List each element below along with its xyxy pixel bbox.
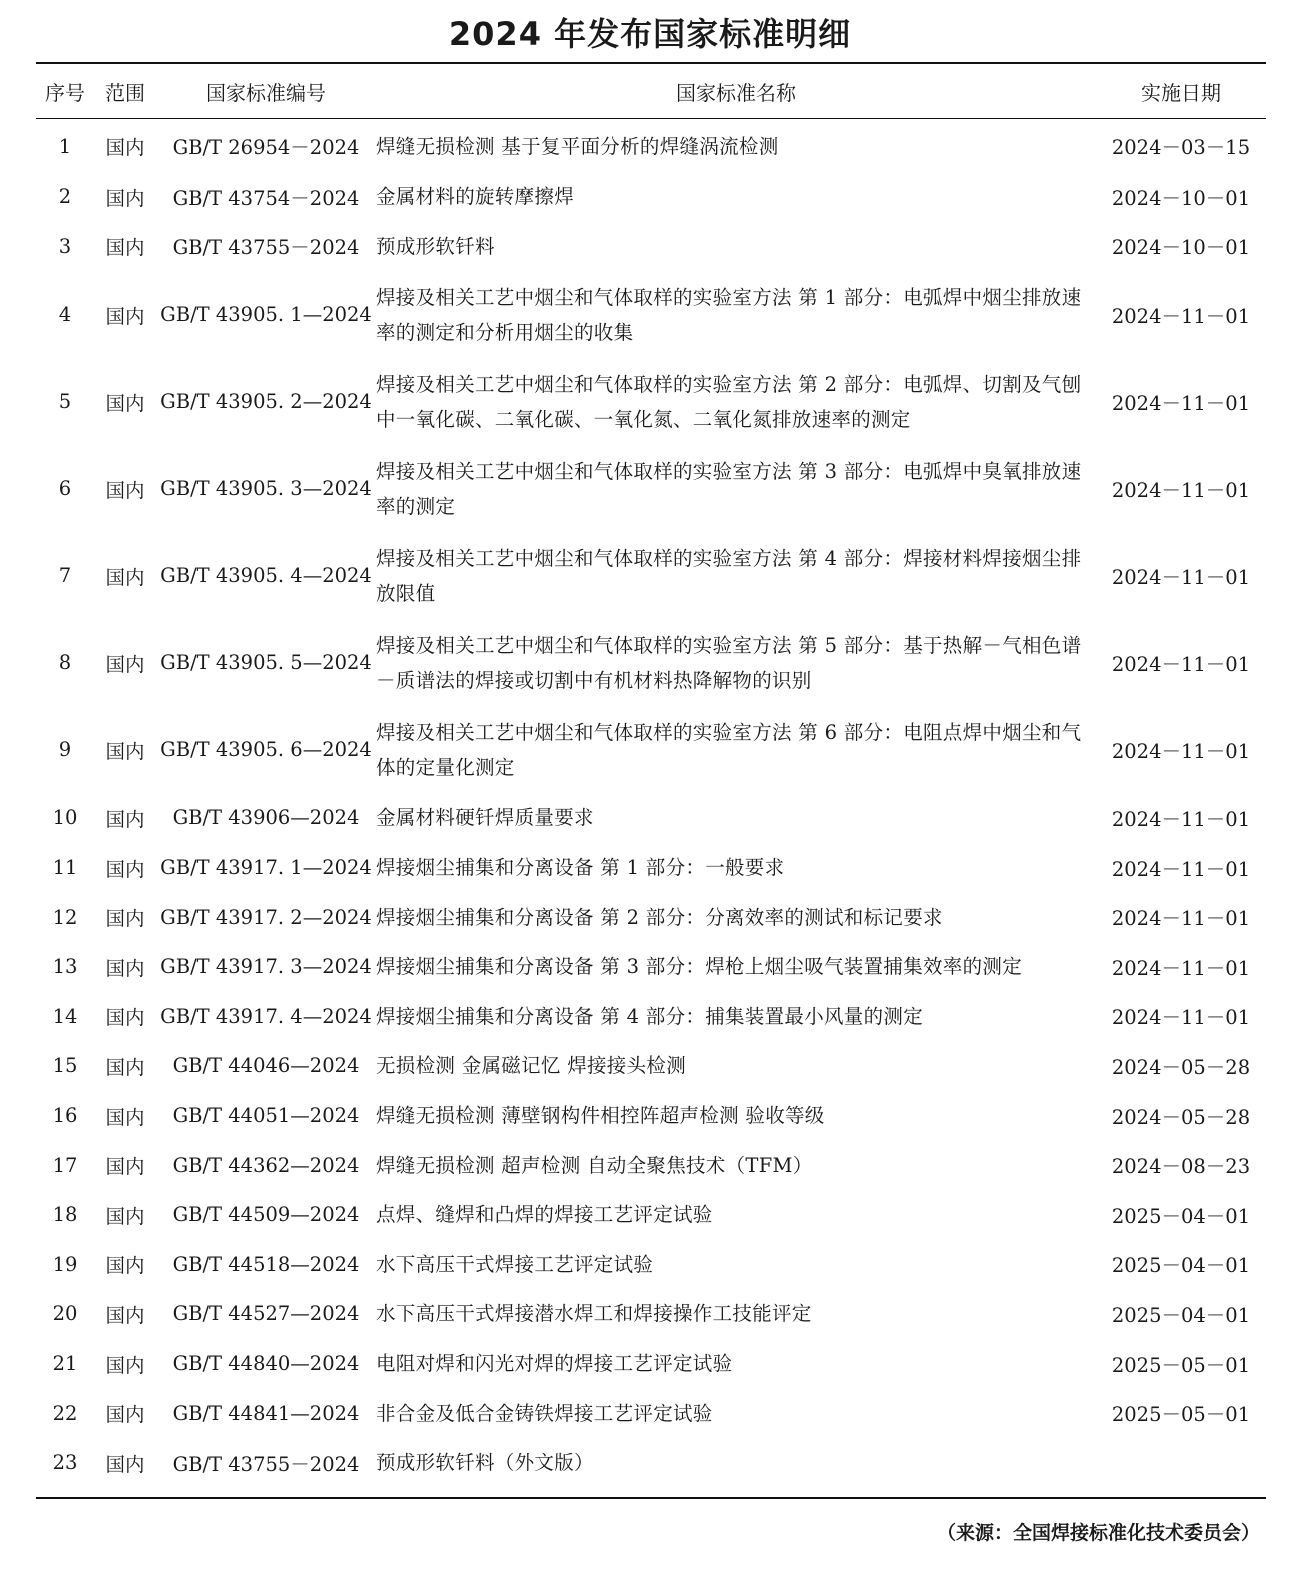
table-body <box>36 120 1266 1495</box>
cell-scope: 国内 <box>105 857 145 881</box>
cell-date: 2025－04－01 <box>1111 1204 1251 1228</box>
cell-code: GB/T 43905. 5—2024 <box>160 651 372 675</box>
table-row <box>36 992 1266 1042</box>
cell-date: 2024－11－01 <box>1111 907 1251 931</box>
cell-date: 2024－11－01 <box>1111 956 1251 980</box>
cell-no: 15 <box>52 1054 78 1078</box>
cell-code: GB/T 44527—2024 <box>172 1302 360 1326</box>
table-row <box>36 358 1266 445</box>
header-name: 国家标准名称 <box>676 80 796 105</box>
page-title: 2024 年发布国家标准明细 <box>448 15 852 53</box>
table-row <box>36 1140 1266 1190</box>
cell-no: 5 <box>58 390 72 414</box>
cell-code: GB/T 44362—2024 <box>172 1153 360 1177</box>
cell-no: 8 <box>58 651 72 675</box>
cell-date: 2024－11－01 <box>1111 857 1251 881</box>
cell-name: 焊接及相关工艺中烟尘和气体取样的实验室方法 第 4 部分：焊接材料焊接烟尘排放限值 <box>376 546 1082 605</box>
cell-name: 点焊、缝焊和凸焊的焊接工艺评定试验 <box>376 1203 713 1227</box>
table-row <box>36 892 1266 942</box>
table-row <box>36 1438 1266 1488</box>
cell-no: 20 <box>52 1302 78 1326</box>
cell-no: 18 <box>52 1203 78 1227</box>
cell-date: 2025－04－01 <box>1111 1303 1251 1327</box>
table-row <box>36 793 1266 843</box>
cell-name: 电阻对焊和闪光对焊的焊接工艺评定试验 <box>376 1352 733 1376</box>
cell-date: 2024－10－01 <box>1111 186 1251 210</box>
cell-no: 23 <box>52 1451 78 1475</box>
table-row <box>36 1041 1266 1091</box>
header-rule <box>36 118 1266 119</box>
cell-date: 2024－11－01 <box>1111 807 1251 831</box>
cell-code: GB/T 44046—2024 <box>172 1054 360 1078</box>
cell-code: GB/T 43917. 4—2024 <box>160 1004 372 1028</box>
table-row <box>36 706 1266 793</box>
table-row <box>36 1240 1266 1290</box>
cell-no: 21 <box>52 1352 78 1376</box>
cell-code: GB/T 43917. 2—2024 <box>160 905 372 929</box>
cell-code: GB/T 43905. 6—2024 <box>160 738 372 762</box>
table-row <box>36 1339 1266 1389</box>
table-row <box>36 1190 1266 1240</box>
table-row <box>36 532 1266 619</box>
cell-scope: 国内 <box>105 907 145 931</box>
cell-scope: 国内 <box>105 236 145 260</box>
cell-code: GB/T 43905. 3—2024 <box>160 477 372 501</box>
cell-code: GB/T 43755－2024 <box>172 236 360 260</box>
cell-date: 2025－05－01 <box>1111 1403 1251 1427</box>
header-date: 实施日期 <box>1141 80 1221 105</box>
cell-scope: 国内 <box>105 565 145 589</box>
cell-scope: 国内 <box>105 478 145 502</box>
cell-scope: 国内 <box>105 1452 145 1476</box>
cell-date: 2024－08－23 <box>1111 1155 1251 1179</box>
cell-no: 4 <box>58 303 72 327</box>
header-code: 国家标准编号 <box>206 80 326 105</box>
cell-no: 13 <box>52 955 78 979</box>
cell-scope: 国内 <box>105 1254 145 1278</box>
cell-code: GB/T 26954－2024 <box>172 136 360 159</box>
cell-date: 2024－03－15 <box>1111 136 1251 159</box>
cell-name: 焊接及相关工艺中烟尘和气体取样的实验室方法 第 6 部分：电阻点焊中烟尘和气体的定量化测定 <box>376 720 1082 779</box>
cell-no: 9 <box>58 738 72 762</box>
cell-date: 2024－11－01 <box>1111 391 1251 415</box>
cell-code: GB/T 44841—2024 <box>172 1401 360 1425</box>
cell-name: 焊接烟尘捕集和分离设备 第 3 部分：焊枪上烟尘吸气装置捕集效率的测定 <box>376 955 1023 979</box>
cell-scope: 国内 <box>105 956 145 980</box>
cell-name: 焊接及相关工艺中烟尘和气体取样的实验室方法 第 3 部分：电弧焊中臭氧排放速率的测定 <box>376 459 1082 518</box>
cell-name: 预成形软钎料（外文版） <box>376 1451 594 1475</box>
cell-no: 17 <box>52 1153 78 1177</box>
cell-date: 2025－05－01 <box>1111 1353 1251 1377</box>
cell-scope: 国内 <box>105 1055 145 1079</box>
table-row <box>36 942 1266 992</box>
cell-code: GB/T 44518—2024 <box>172 1252 360 1276</box>
bottom-rule <box>36 1497 1266 1499</box>
cell-code: GB/T 43905. 1—2024 <box>160 303 372 327</box>
cell-scope: 国内 <box>105 1105 145 1129</box>
table-row <box>36 1289 1266 1339</box>
cell-name: 水下高压干式焊接潜水焊工和焊接操作工技能评定 <box>376 1302 812 1326</box>
cell-code: GB/T 43905. 2—2024 <box>160 390 372 414</box>
cell-no: 19 <box>52 1252 78 1276</box>
cell-date: 2024－11－01 <box>1111 652 1251 676</box>
cell-code: GB/T 44509—2024 <box>172 1203 360 1227</box>
cell-no: 7 <box>58 564 72 588</box>
cell-scope: 国内 <box>105 1204 145 1228</box>
cell-no: 14 <box>52 1004 78 1028</box>
table-row <box>36 271 1266 358</box>
cell-code: GB/T 43755－2024 <box>172 1452 360 1476</box>
table-header <box>36 64 1266 118</box>
source-note: （来源：全国焊接标准化技术委员会） <box>936 1522 1260 1544</box>
cell-no: 22 <box>52 1401 78 1425</box>
cell-name: 焊接烟尘捕集和分离设备 第 4 部分：捕集装置最小风量的测定 <box>376 1004 924 1028</box>
cell-scope: 国内 <box>105 136 145 159</box>
table-row <box>36 619 1266 706</box>
table-row <box>36 222 1266 272</box>
cell-date: 2024－10－01 <box>1111 236 1251 260</box>
cell-scope: 国内 <box>105 1303 145 1327</box>
table-row <box>36 1388 1266 1438</box>
cell-name: 预成形软钎料 <box>376 234 495 258</box>
cell-scope: 国内 <box>105 739 145 763</box>
cell-date: 2024－11－01 <box>1111 304 1251 328</box>
table-row <box>36 843 1266 893</box>
cell-name: 焊接及相关工艺中烟尘和气体取样的实验室方法 第 2 部分：电弧焊、切割及气刨中一氧化碳、二氧化碳、一氧化氮、二氧化氮排放速率的测定 <box>376 372 1082 431</box>
cell-no: 12 <box>52 905 78 929</box>
cell-code: GB/T 44051—2024 <box>172 1104 360 1128</box>
cell-code: GB/T 43906—2024 <box>172 806 360 830</box>
cell-name: 焊缝无损检测 薄壁钢构件相控阵超声检测 验收等级 <box>376 1104 825 1128</box>
cell-name: 焊缝无损检测 超声检测 自动全聚焦技术（TFM） <box>376 1153 813 1177</box>
cell-scope: 国内 <box>105 1155 145 1179</box>
cell-name: 非合金及低合金铸铁焊接工艺评定试验 <box>376 1401 713 1425</box>
cell-date: 2024－11－01 <box>1111 478 1251 502</box>
cell-code: GB/T 43754－2024 <box>172 186 360 210</box>
cell-no: 6 <box>58 477 72 501</box>
table-row <box>36 172 1266 222</box>
cell-name: 水下高压干式焊接工艺评定试验 <box>376 1252 654 1276</box>
cell-code: GB/T 43905. 4—2024 <box>160 564 372 588</box>
header-scope: 范围 <box>105 80 145 105</box>
cell-no: 1 <box>58 134 72 158</box>
cell-scope: 国内 <box>105 186 145 210</box>
cell-code: GB/T 43917. 1—2024 <box>160 856 372 880</box>
cell-scope: 国内 <box>105 652 145 676</box>
cell-date: 2024－11－01 <box>1111 1006 1251 1030</box>
cell-name: 焊接烟尘捕集和分离设备 第 1 部分：一般要求 <box>376 856 785 880</box>
cell-date: 2024－11－01 <box>1111 565 1251 589</box>
cell-no: 11 <box>52 856 78 880</box>
header-no: 序号 <box>45 80 85 105</box>
cell-scope: 国内 <box>105 807 145 831</box>
cell-code: GB/T 43917. 3—2024 <box>160 955 372 979</box>
cell-scope: 国内 <box>105 1006 145 1030</box>
cell-date: 2024－05－28 <box>1111 1105 1251 1129</box>
table-row <box>36 1091 1266 1141</box>
cell-name: 焊缝无损检测 基于复平面分析的焊缝涡流检测 <box>376 134 779 158</box>
cell-no: 2 <box>58 185 72 209</box>
cell-name: 金属材料硬钎焊质量要求 <box>376 806 594 830</box>
cell-code: GB/T 44840—2024 <box>172 1352 360 1376</box>
cell-name: 焊接及相关工艺中烟尘和气体取样的实验室方法 第 5 部分：基于热解－气相色谱－质谱法的焊接或切割中有机材料热降解物的识别 <box>376 633 1082 692</box>
cell-date: 2024－11－01 <box>1111 739 1251 763</box>
cell-name: 金属材料的旋转摩擦焊 <box>376 185 575 209</box>
cell-no: 3 <box>58 234 72 258</box>
cell-no: 16 <box>52 1104 78 1128</box>
cell-name: 无损检测 金属磁记忆 焊接接头检测 <box>376 1054 686 1078</box>
cell-scope: 国内 <box>105 304 145 328</box>
table-row <box>36 445 1266 532</box>
cell-name: 焊接烟尘捕集和分离设备 第 2 部分：分离效率的测试和标记要求 <box>376 905 943 929</box>
cell-scope: 国内 <box>105 1403 145 1427</box>
table-row <box>36 120 1266 172</box>
cell-date: 2024－05－28 <box>1111 1055 1251 1079</box>
cell-date: 2025－04－01 <box>1111 1254 1251 1278</box>
cell-name: 焊接及相关工艺中烟尘和气体取样的实验室方法 第 1 部分：电弧焊中烟尘排放速率的测定和分析用烟尘的收集 <box>376 285 1082 344</box>
cell-scope: 国内 <box>105 391 145 415</box>
cell-no: 10 <box>52 806 78 830</box>
cell-scope: 国内 <box>105 1353 145 1377</box>
